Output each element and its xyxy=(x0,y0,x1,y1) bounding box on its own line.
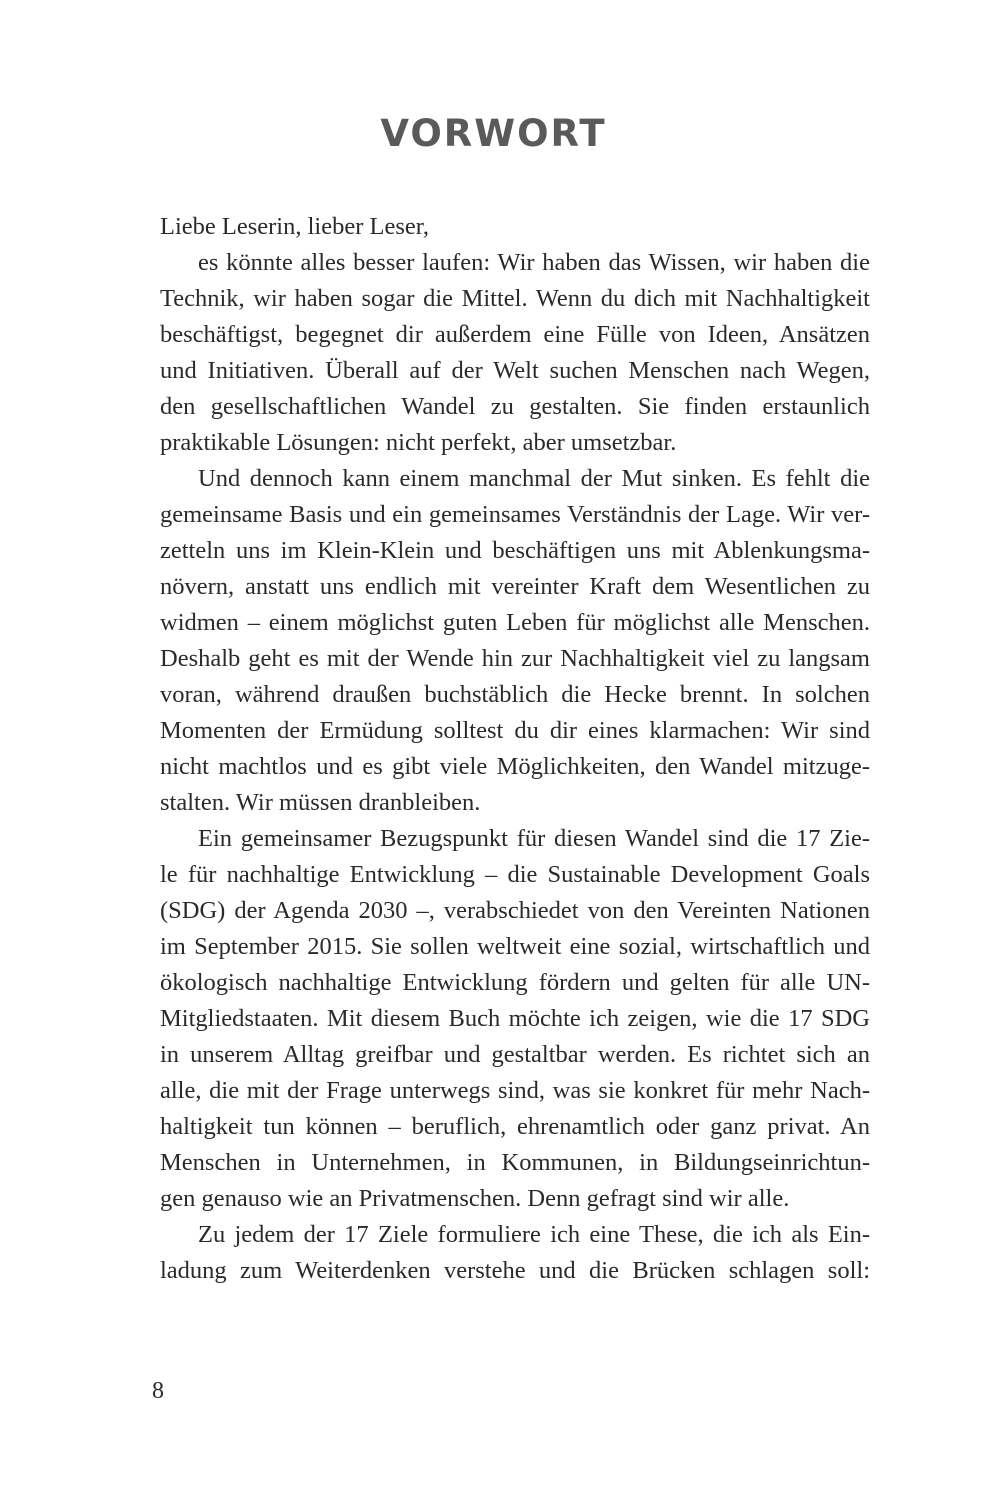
text-line: le für nachhaltige Entwicklung – die Sustainable Development Goals xyxy=(160,861,870,888)
text-line: Momenten der Ermüdung solltest du dir eines klarmachen: Wir sind xyxy=(160,717,870,744)
text-line: haltigkeit tun können – beruflich, ehrenamtlich oder ganz privat. An xyxy=(160,1113,870,1140)
text-line: növern, anstatt uns endlich mit vereinter Kraft dem Wesentlichen zu xyxy=(160,573,870,600)
body-text xyxy=(160,209,870,1289)
text-line: beschäftigst, begegnet dir außerdem eine Fülle von Ideen, Ansätzen xyxy=(160,321,870,348)
text-line: im September 2015. Sie sollen weltweit eine sozial, wirtschaftlich und xyxy=(160,933,870,960)
text-line: Menschen in Unternehmen, in Kommunen, in Bildungseinrichtun- xyxy=(160,1149,870,1176)
text-line: nicht machtlos und es gibt viele Möglichkeiten, den Wandel mitzuge- xyxy=(160,753,870,780)
text-line: Und dennoch kann einem manchmal der Mut sinken. Es fehlt die xyxy=(198,465,870,492)
text-line: zetteln uns im Klein-Klein und beschäftigen uns mit Ablenkungsma- xyxy=(160,537,870,564)
text-line: Mitgliedstaaten. Mit diesem Buch möchte ich zeigen, wie die 17 SDG xyxy=(160,1005,870,1032)
text-line: Ein gemeinsamer Bezugspunkt für diesen Wandel sind die 17 Zie- xyxy=(198,825,870,852)
text-line: es könnte alles besser laufen: Wir haben das Wissen, wir haben die xyxy=(198,249,870,276)
text-line: Deshalb geht es mit der Wende hin zur Nachhaltigkeit viel zu langsam xyxy=(160,645,870,672)
text-line: Technik, wir haben sogar die Mittel. Wenn du dich mit Nachhaltigkeit xyxy=(160,285,870,312)
paragraph-2 xyxy=(160,461,870,821)
page-number: 8 xyxy=(152,1378,164,1404)
chapter-heading: VORWORT xyxy=(380,112,607,155)
paragraph-4 xyxy=(160,1217,870,1289)
text-line: praktikable Lösungen: nicht perfekt, aber umsetzbar. xyxy=(160,429,677,456)
text-line: widmen – einem möglichst guten Leben für möglichst alle Menschen. xyxy=(160,609,870,636)
text-line: stalten. Wir müssen dranbleiben. xyxy=(160,789,481,816)
text-line: alle, die mit der Frage unterwegs sind, was sie konkret für mehr Nach- xyxy=(160,1077,870,1104)
paragraph-3 xyxy=(160,821,870,1217)
paragraph-1 xyxy=(160,245,870,461)
text-line: Zu jedem der 17 Ziele formuliere ich eine These, die ich als Ein- xyxy=(198,1221,870,1248)
text-line: (SDG) der Agenda 2030 –, verabschiedet von den Vereinten Nationen xyxy=(160,897,870,924)
text-line: voran, während draußen buchstäblich die Hecke brennt. In solchen xyxy=(160,681,870,708)
text-line: in unserem Alltag greifbar und gestaltbar werden. Es richtet sich an xyxy=(160,1041,870,1068)
text-line: ladung zum Weiterdenken verstehe und die Brücken schlagen soll: xyxy=(160,1257,870,1284)
salutation: Liebe Leserin, lieber Leser, xyxy=(160,213,430,240)
text-line: ökologisch nachhaltige Entwicklung fördern und gelten für alle UN- xyxy=(160,969,870,996)
text-line: den gesellschaftlichen Wandel zu gestalten. Sie finden erstaunlich xyxy=(160,393,870,420)
text-line: gen genauso wie an Privatmenschen. Denn gefragt sind wir alle. xyxy=(160,1185,790,1212)
text-line: gemeinsame Basis und ein gemeinsames Verständnis der Lage. Wir ver- xyxy=(160,501,870,528)
text-line: und Initiativen. Überall auf der Welt suchen Menschen nach Wegen, xyxy=(160,357,870,384)
